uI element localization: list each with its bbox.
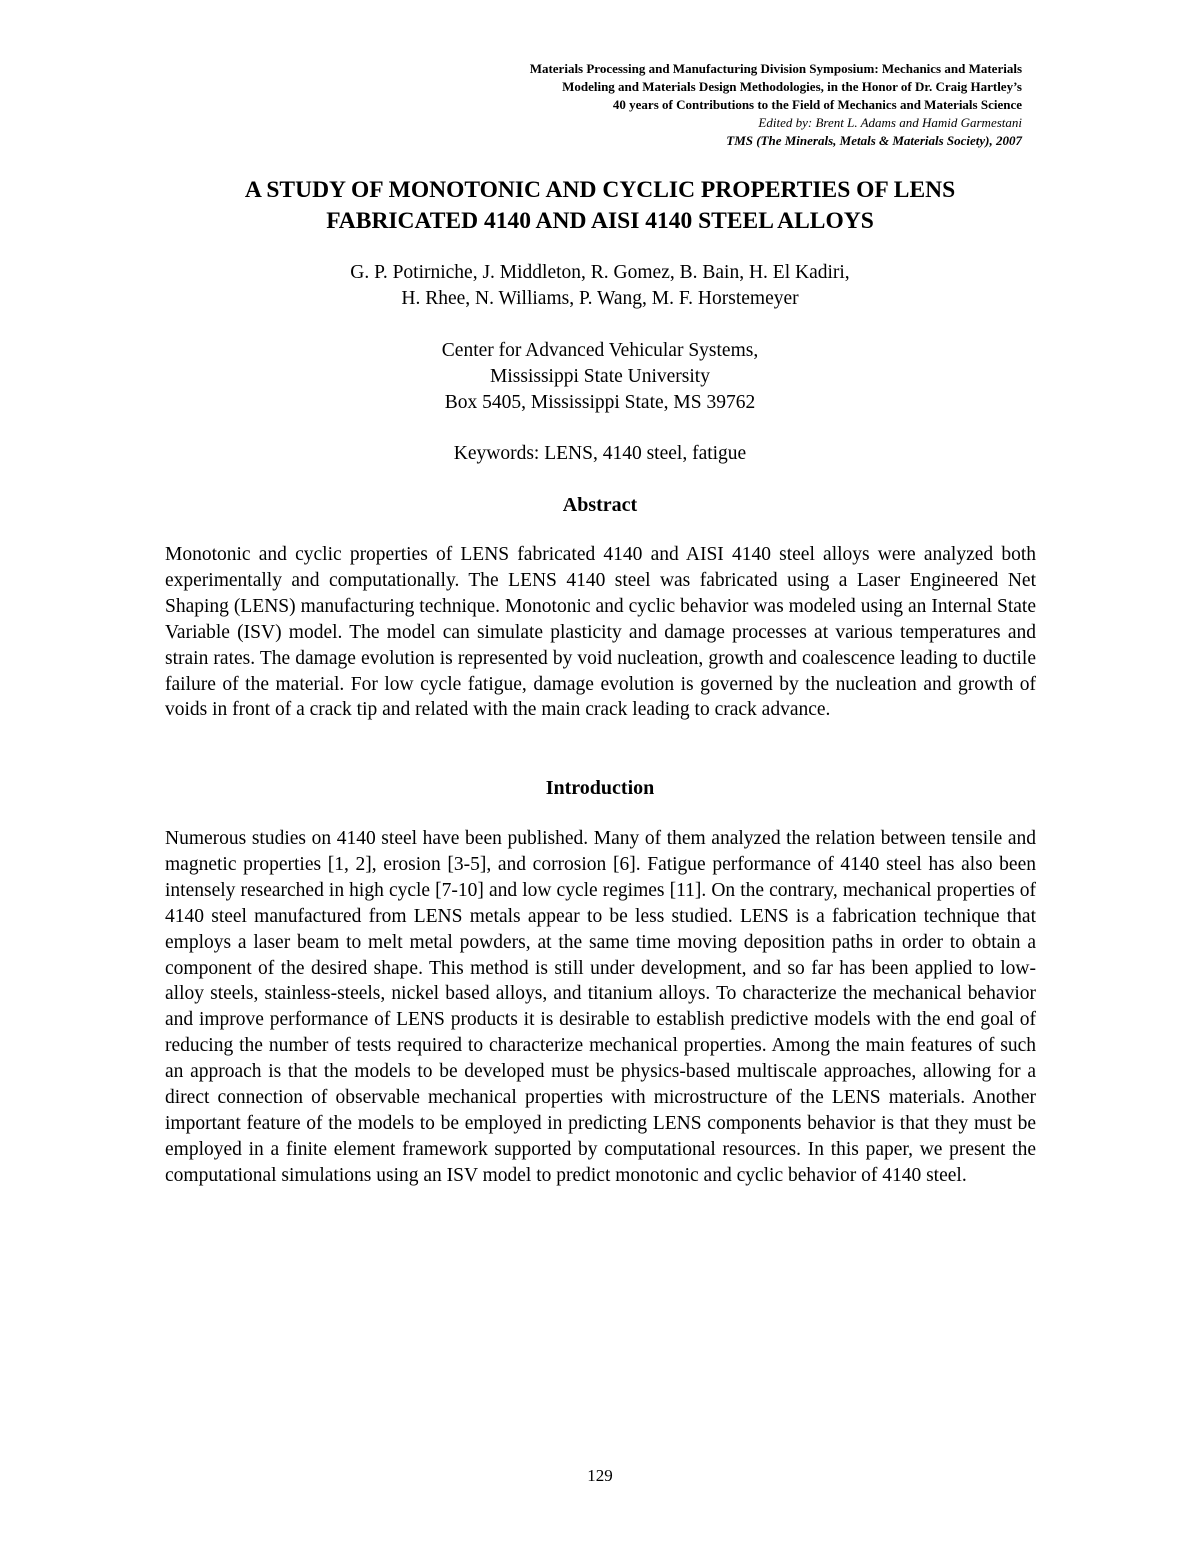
affiliation-line-2: Mississippi State University <box>490 366 710 387</box>
authors-line-2: H. Rhee, N. Williams, P. Wang, M. F. Horstemeyer <box>401 288 799 309</box>
keywords: Keywords: LENS, 4140 steel, fatigue <box>453 443 747 464</box>
title-line-1: A STUDY OF MONOTONIC AND CYCLIC PROPERTIES OF LENS <box>244 177 956 203</box>
introduction-text: Numerous studies on 4140 steel have been published. Many of them analyzed the relation between tensile and magnetic properties [1, 2], erosion [3-5], and corrosion [6]. Fatigue performance of 4140 steel has also been intensely researched in high cycle [7-10] and low cycle regimes [11]. On the contrary, mechanical properties of 4140 steel manufactured from LENS metals appear to be less studied. LENS is a fabrication technique that employs a laser beam to melt metal powders, at the same time moving deposition paths in order to obtain a component of the desired shape. This method is still under development, and so far has been applied to low-alloy steels, stainless-steels, nickel based alloys, and titanium alloys. To characterize the mechanical behavior and improve performance of LENS products it is desirable to establish predictive models with the end goal of reducing the number of tests required to characterize mechanical properties. Among the main features of such an approach is that the models to be developed must be physics-based multiscale approaches, allowing for a direct connection of observable mechanical properties with microstructure of the LENS materials. Another important feature of the models to be employed in predicting LENS components behavior is that they must be employed in a finite element framework supported by computational resources. In this paper, we present the computational simulations using an ISV model to predict monotonic and cyclic behavior of 4140 steel. <box>165 828 1036 1186</box>
affiliation <box>165 338 1035 416</box>
header-symposium-line: Materials Processing and Manufacturing Division Symposium: Mechanics and Materials <box>529 61 1022 76</box>
paper-title <box>165 175 1035 237</box>
page-number: 129 <box>587 1466 613 1485</box>
header-editors-line: Edited by: Brent L. Adams and Hamid Garmestani <box>758 115 1022 130</box>
abstract-text: Monotonic and cyclic properties of LENS fabricated 4140 and AISI 4140 steel alloys were analyzed both experimentally and computationally. The LENS 4140 steel was fabricated using a Laser Engineered Net Shaping (LENS) manufacturing technique. Monotonic and cyclic behavior was modeled using an Internal State Variable (ISV) model. The model can simulate plasticity and damage processes at various temperatures and strain rates. The damage evolution is represented by void nucleation, growth and coalescence leading to ductile failure of the material. For low cycle fatigue, damage evolution is governed by the nucleation and growth of voids in front of a crack tip and related with the main crack leading to crack advance. <box>165 544 1036 721</box>
affiliation-line-3: Box 5405, Mississippi State, MS 39762 <box>444 392 756 413</box>
running-header <box>262 60 1022 150</box>
introduction-heading: Introduction <box>545 777 655 799</box>
header-contributions-line: 40 years of Contributions to the Field of Mechanics and Materials Science <box>612 97 1022 112</box>
header-publisher-line: TMS (The Minerals, Metals & Materials Society), 2007 <box>726 133 1022 148</box>
abstract-heading: Abstract <box>562 494 638 516</box>
title-line-2: FABRICATED 4140 AND AISI 4140 STEEL ALLOYS <box>326 208 874 234</box>
affiliation-line-1: Center for Advanced Vehicular Systems, <box>441 340 759 361</box>
author-list <box>165 260 1035 312</box>
header-modeling-line: Modeling and Materials Design Methodologies, in the Honor of Dr. Craig Hartley’s <box>562 79 1022 94</box>
authors-line-1: G. P. Potirniche, J. Middleton, R. Gomez, B. Bain, H. El Kadiri, <box>350 262 850 283</box>
